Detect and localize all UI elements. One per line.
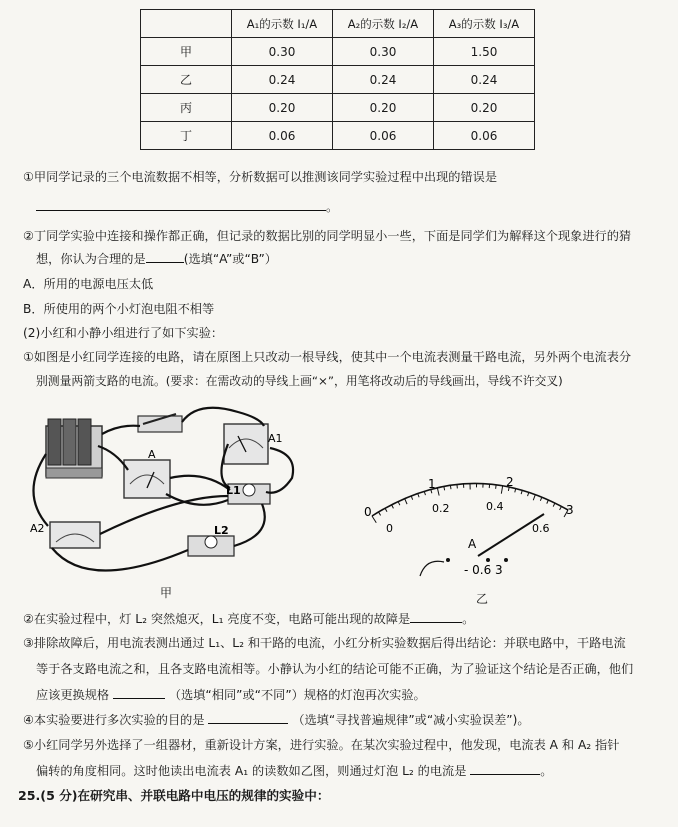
answer-line-1	[36, 198, 338, 216]
terminal-dot	[446, 558, 450, 562]
row-label: 乙	[141, 66, 232, 94]
wire-stub	[420, 561, 444, 576]
part-2-q3-line-b: 等于各支路电流之和，且各支路电流相等。小静认为小红的结论可能不正确，为了验证这个结论是否正确，他们	[36, 662, 634, 676]
label-a1: A1	[268, 432, 283, 445]
dial-tick	[528, 492, 529, 496]
option-b: B．所使用的两个小灯泡电阻不相等	[23, 302, 215, 316]
terminal-dot	[504, 558, 508, 562]
table-cell: 0.06	[333, 122, 434, 150]
inner-tick-label: 0.4	[486, 500, 504, 513]
dial-tick	[450, 485, 451, 489]
dial-tick	[521, 490, 522, 494]
table-cell: 0.30	[232, 38, 333, 66]
part-2-q3-prefix: 应该更换规格	[36, 688, 110, 702]
row-label: 甲	[141, 38, 232, 66]
option-a: A．所用的电源电压太低	[23, 277, 154, 291]
question-25: 25.(5 分)在研究串、并联电路中电压的规律的实验中：	[18, 788, 330, 803]
dial-tick	[437, 488, 439, 496]
part-2-q4-prefix: ④本实验要进行多次实验的目的是	[23, 713, 205, 727]
table-header-cell: A₂的示数 I₂/A	[333, 10, 434, 38]
table-cell: 0.20	[434, 94, 535, 122]
circuit-figure	[28, 404, 328, 584]
ammeter-dial-figure	[360, 460, 590, 600]
part-2-q2	[23, 610, 474, 628]
current-data-table	[140, 9, 535, 150]
label-a2: A2	[30, 522, 45, 535]
table-cell: 0.30	[333, 38, 434, 66]
table-row	[141, 94, 535, 122]
table-cell: 0.20	[333, 94, 434, 122]
part-2-q3-line-a: ③排除故障后，用电流表测出通过 L₁、L₂ 和干路的电流，小红分析实验数据后得出结论：并联电路中，干路电流	[23, 636, 626, 650]
table-cell: 0.24	[434, 66, 535, 94]
part-2-q5-end: 。	[540, 764, 553, 778]
dial-tick	[424, 491, 425, 495]
part-2-heading: (2)小红和小静小组进行了如下实验：	[23, 326, 224, 340]
answer-blank[interactable]	[146, 250, 184, 263]
table-cell: 0.24	[232, 66, 333, 94]
table-cell: 0.06	[434, 122, 535, 150]
ammeter-a1-icon	[224, 424, 268, 464]
table-cell: 0.20	[232, 94, 333, 122]
switch-icon	[138, 414, 182, 432]
question-2-prefix: 想，你认为合理的是	[36, 252, 146, 266]
dial-tick	[405, 499, 407, 505]
inner-tick-label: 0	[386, 522, 393, 535]
dial-tick	[553, 503, 555, 507]
terminal-dot	[486, 558, 490, 562]
table-row	[141, 38, 535, 66]
question-1: ①甲同学记录的三个电流数据不相等，分析数据可以推测该同学实验过程中出现的错误是	[23, 170, 498, 184]
dial-tick	[418, 493, 419, 497]
part-2-q5-line-a: ⑤小红同学另外选择了一组器材，重新设计方案，进行实验。在某次实验过程中，他发现，电流表 A 和 A₂ 指针	[23, 738, 620, 752]
answer-blank[interactable]	[470, 762, 540, 775]
answer-blank[interactable]	[410, 610, 462, 623]
dial-tick	[501, 486, 502, 494]
label-l2: L2	[214, 524, 229, 537]
table-header-cell: A₃的示数 I₃/A	[434, 10, 535, 38]
question-2-line-a: ②丁同学实验中连接和操作都正确，但记录的数据比别的同学明显小一些，下面是同学们为解释这个现象进行的猜	[23, 229, 632, 243]
row-label: 丁	[141, 122, 232, 150]
caption-right: 乙	[476, 592, 489, 606]
label-l1: L1	[226, 484, 241, 497]
dial-tick	[411, 496, 412, 500]
outer-tick-label: 1	[428, 477, 436, 491]
table-cell: 0.24	[333, 66, 434, 94]
answer-blank[interactable]	[36, 198, 326, 211]
dial-tick	[496, 485, 497, 489]
table-cell: 0.06	[232, 122, 333, 150]
dial-tick	[560, 506, 562, 510]
part-2-q5-line-b	[36, 762, 552, 780]
table-header-cell	[141, 10, 232, 38]
part-2-q3-line-c	[36, 686, 426, 704]
dial-tick	[540, 497, 542, 501]
dial-tick	[398, 502, 400, 506]
terminals-label: - 0.6 3	[464, 563, 503, 577]
part-2-q2-end: 。	[462, 612, 475, 626]
part-2-q1-line-b: 别测量两箭支路的电流。(要求：在需改动的导线上画“×”，用笔将改动后的导线画出，导线不许交叉)	[36, 374, 563, 388]
dial-tick	[392, 505, 394, 509]
dial-tick	[372, 516, 376, 523]
caption-left: 甲	[160, 586, 173, 600]
answer-blank[interactable]	[113, 686, 165, 699]
needle	[478, 514, 544, 556]
inner-tick-label: 0.2	[432, 502, 450, 515]
ammeter-a-icon	[124, 460, 170, 498]
part-2-q4	[23, 711, 530, 729]
unit-label: A	[468, 537, 477, 551]
part-2-q1-line-a: ①如图是小红同学连接的电路，请在原图上只改动一根导线，使其中一个电流表测量干路电流，另外两个电流表分	[23, 350, 632, 364]
table-cell: 1.50	[434, 38, 535, 66]
table-row	[141, 122, 535, 150]
part-2-q5-prefix: 偏转的角度相同。这时他读出电流表 A₁ 的读数如乙图，则通过灯泡 L₂ 的电流是	[36, 764, 467, 778]
question-2-line-b	[36, 250, 277, 268]
table-row	[141, 66, 535, 94]
part-2-q2-text: ②在实验过程中，灯 L₂ 突然熄灭，L₁ 亮度不变，电路可能出现的故障是	[23, 612, 411, 626]
table-header-cell: A₁的示数 I₁/A	[232, 10, 333, 38]
outer-tick-label: 3	[566, 503, 574, 517]
battery-pack-icon	[46, 419, 102, 478]
table-header-row	[141, 10, 535, 38]
part-2-q4-suffix: （选填“寻找普遍规律”或“减小实验误差”)。	[292, 713, 530, 727]
dial-tick	[385, 508, 387, 512]
part-2-q3-suffix: （选填“相同”或“不同”）规格的灯泡再次实验。	[168, 688, 426, 702]
question-2-suffix: (选填“A”或“B”）	[183, 252, 277, 266]
inner-tick-label: 0.6	[532, 522, 550, 535]
ammeter-a2-icon	[50, 522, 100, 548]
lamp-l2-icon	[188, 536, 234, 556]
dial-tick	[547, 500, 549, 504]
row-label: 丙	[141, 94, 232, 122]
outer-tick-label: 0	[364, 505, 372, 519]
outer-tick-label: 2	[506, 475, 514, 489]
answer-blank[interactable]	[208, 711, 288, 724]
question-1-end: 。	[326, 200, 339, 214]
dial-tick	[379, 512, 381, 515]
dial-tick	[533, 495, 535, 501]
label-a: A	[148, 448, 156, 461]
